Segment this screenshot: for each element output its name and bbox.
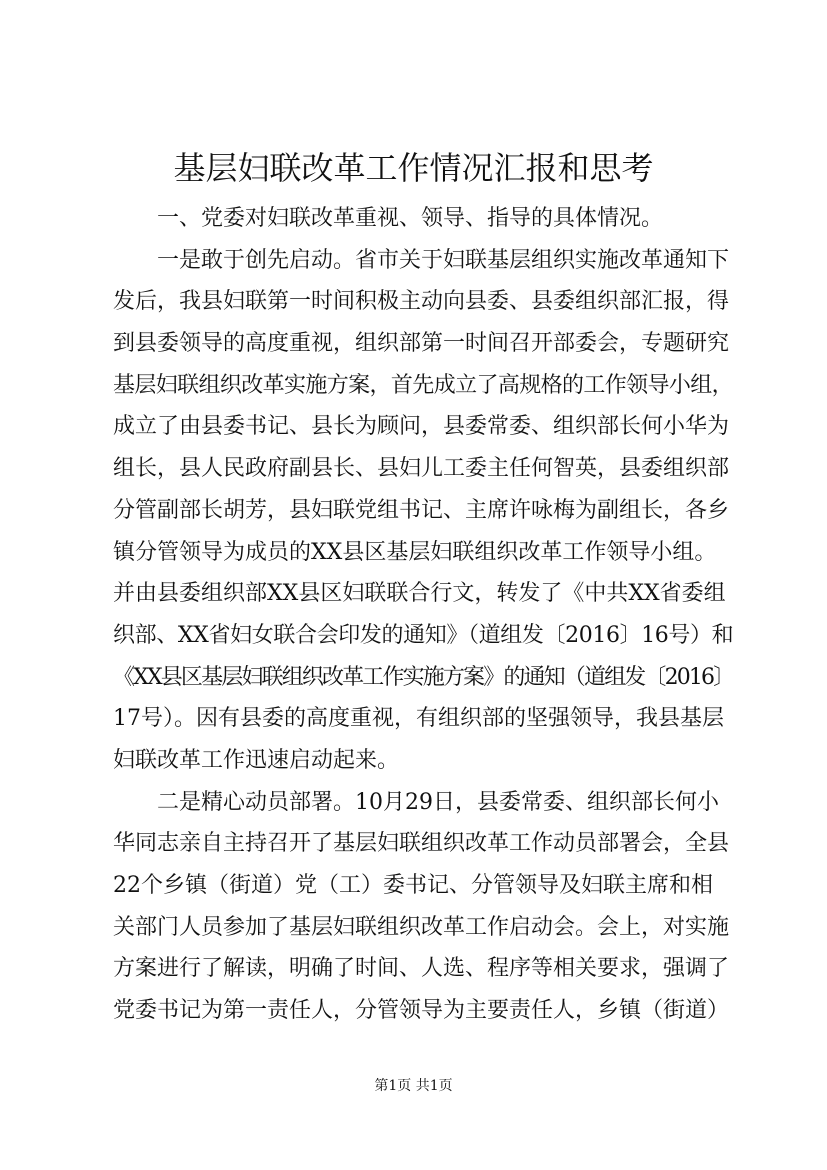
paragraph-line: 镇分管领导为成员的XX县区基层妇联组织改革工作领导小组。 xyxy=(113,539,717,565)
paragraph-line: 并由县委组织部XX县区妇联联合行文，转发了《中共XX省委组 xyxy=(113,581,726,607)
paragraph-line: 到县委领导的高度重视，组织部第一时间召开部委会，专题研究 xyxy=(113,331,730,357)
paragraph-line: 发后，我县妇联第一时间积极主动向县委、县委组织部汇报，得 xyxy=(113,289,730,315)
document-body xyxy=(113,198,733,1032)
paragraph-line: 22个乡镇（街道）党（工）委书记、分管领导及妇联主席和相 xyxy=(113,873,713,898)
paragraph-line: 二是精心动员部署。10月29日，县委常委、组织部长何小 xyxy=(157,789,719,815)
paragraph-line: 妇联改革工作迅速启动起来。 xyxy=(113,747,400,773)
paragraph-line: 成立了由县委书记、县长为顾问，县委常委、组织部长何小华为 xyxy=(113,414,730,440)
paragraph-line: 《XX县区基层妇联组织改革工作实施方案》的通知（道组发〔2016〕 xyxy=(113,664,734,690)
page-number: 第1页 共1页 xyxy=(374,1078,453,1094)
paragraph-line: 党委书记为第一责任人，分管领导为主要责任人，乡镇（街道） xyxy=(113,998,730,1024)
paragraph-line: 分管副部长胡芳，县妇联党组书记、主席许咏梅为副组长，各乡 xyxy=(113,497,730,523)
paragraph-line: 组长，县人民政府副县长、县妇儿工委主任何智英，县委组织部 xyxy=(113,456,730,482)
paragraph-line: 关部门人员参加了基层妇联组织改革工作启动会。会上，对实施 xyxy=(113,914,730,940)
paragraph-line: 方案进行了解读，明确了时间、人选、程序等相关要求，强调了 xyxy=(113,956,730,982)
paragraph-line: 织部、XX省妇女联合会印发的通知》（道组发〔2016〕16号）和 xyxy=(113,622,734,648)
paragraph-line: 基层妇联组织改革实施方案，首先成立了高规格的工作领导小组， xyxy=(113,372,734,398)
paragraph-line: 17号）。因有县委的高度重视，有组织部的坚强领导，我县基层 xyxy=(113,706,724,732)
paragraph-line: 一是敢于创先启动。省市关于妇联基层组织实施改革通知下 xyxy=(157,247,730,273)
document-title: 基层妇联改革工作情况汇报和思考 xyxy=(173,149,654,187)
paragraph-line: 华同志亲自主持召开了基层妇联组织改革工作动员部署会，全县 xyxy=(113,831,730,857)
paragraph-line: 一、党委对妇联改革重视、领导、指导的具体情况。 xyxy=(157,206,664,231)
